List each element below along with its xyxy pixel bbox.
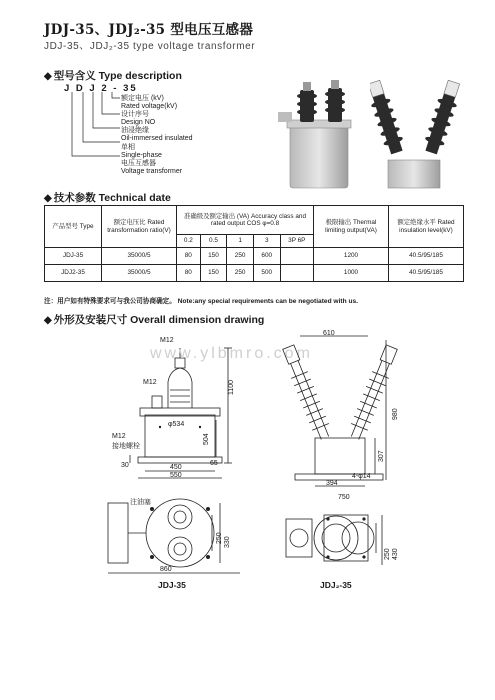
technical-data-heading bbox=[44, 190, 171, 205]
type-code: J D J 2 - 35 bbox=[64, 83, 138, 94]
cell-value: 150 bbox=[200, 248, 227, 265]
cell-value: 80 bbox=[177, 248, 201, 265]
dim-65: 65 bbox=[210, 460, 218, 467]
th-insulation: 额定绝缘水平 Rated insulation level(kV) bbox=[389, 206, 464, 248]
watermark: www.ylbmro.com bbox=[150, 345, 313, 362]
th-limit: 极限输出 Thermal limiting output(VA) bbox=[314, 206, 389, 248]
cell-value: 250 bbox=[227, 265, 254, 282]
dim-250b: 250 bbox=[384, 548, 391, 560]
th-type: 产品型号 Type bbox=[45, 206, 102, 248]
dim-504: 504 bbox=[203, 433, 210, 445]
dim-610: 610 bbox=[323, 330, 335, 337]
drawing-heading bbox=[44, 312, 264, 327]
page-subtitle: JDJ-35、JDJ₂-35 type voltage transformer bbox=[44, 41, 256, 52]
cell-value: 500 bbox=[253, 265, 280, 282]
dim-m12-top: M12 bbox=[160, 337, 174, 344]
diamond-icon: ◆ bbox=[44, 71, 52, 82]
type-label-0: 额定电压 (kV) bbox=[121, 95, 164, 102]
dim-1100: 1100 bbox=[228, 379, 235, 395]
cell-limit: 1000 bbox=[314, 265, 389, 282]
dim-m12-bushing: M12 bbox=[143, 379, 157, 386]
technical-data-table bbox=[44, 205, 464, 282]
type-code-leader-lines bbox=[60, 92, 120, 172]
drawing-jdj2-35-plan bbox=[280, 505, 400, 585]
cell-value: 150 bbox=[200, 265, 227, 282]
cell-value bbox=[280, 265, 313, 282]
dim-980: 980 bbox=[392, 408, 399, 420]
type-description-heading-text: 型号含义 Type description bbox=[53, 70, 182, 82]
drawing-jdj2-35-elevation bbox=[280, 330, 400, 495]
cell-ratio: 35000/5 bbox=[102, 265, 177, 282]
cell-value: 600 bbox=[253, 248, 280, 265]
type-label-8: 电压互感器 bbox=[121, 160, 156, 167]
dim-394: 394 bbox=[326, 480, 338, 487]
dim-307: 307 bbox=[378, 450, 385, 462]
dim-250a: 250 bbox=[216, 532, 223, 544]
th-class: 0.2 bbox=[177, 235, 201, 248]
cell-type: JDJ2-35 bbox=[45, 265, 102, 282]
dim-330: 330 bbox=[224, 536, 231, 548]
cell-value: 80 bbox=[177, 265, 201, 282]
th-class: 1 bbox=[227, 235, 254, 248]
dim-m12-side: M12 bbox=[112, 433, 126, 440]
cell-insulation: 40.5/95/185 bbox=[389, 248, 464, 265]
dim-450: 450 bbox=[170, 464, 182, 471]
th-accuracy: 准确级及额定输出 (VA) Accuracy class and rated output COS φ=0.8 bbox=[177, 206, 314, 235]
photo-jdj-35 bbox=[272, 68, 367, 193]
table-note: 注：用户如有特殊要求可与我公司协商确定。 Note:any special requirements can be negotiated with us. bbox=[44, 298, 358, 305]
cell-insulation: 40.5/95/185 bbox=[389, 265, 464, 282]
th-class: 3 bbox=[253, 235, 280, 248]
th-ratio: 额定电压比 Rated transformation ratio(V) bbox=[102, 206, 177, 248]
caption-jdj-35: JDJ-35 bbox=[158, 580, 186, 590]
cell-value: 250 bbox=[227, 248, 254, 265]
dim-m12-ground-text: 接地螺栓 bbox=[112, 443, 140, 450]
diamond-icon: ◆ bbox=[44, 193, 52, 204]
page-title: JDJ-35、JDJ₂-35 型电压互感器 bbox=[44, 22, 254, 38]
dim-hole: 4-φ14 bbox=[352, 473, 371, 480]
type-label-9: Voltage transformer bbox=[121, 168, 183, 175]
type-label-1: Rated voltage(kV) bbox=[121, 103, 178, 110]
type-label-6: 单相 bbox=[121, 144, 135, 151]
type-label-3: Design NO bbox=[121, 119, 156, 126]
type-description-heading bbox=[44, 68, 182, 83]
th-class: 0.5 bbox=[200, 235, 227, 248]
table-row bbox=[45, 248, 464, 265]
photo-jdj2-35 bbox=[370, 68, 460, 193]
type-label-2: 设计序号 bbox=[121, 111, 149, 118]
type-label-7: Single-phase bbox=[121, 152, 162, 159]
dim-phi534: φ534 bbox=[168, 421, 185, 428]
cell-type: JDJ-35 bbox=[45, 248, 102, 265]
table-row bbox=[45, 265, 464, 282]
dim-860: 860 bbox=[160, 566, 172, 573]
diamond-icon: ◆ bbox=[44, 315, 52, 326]
dim-430: 430 bbox=[392, 548, 399, 560]
oil-plug-label: 注油塞 bbox=[130, 499, 151, 506]
dim-750: 750 bbox=[338, 494, 350, 501]
dim-30: 30 bbox=[121, 462, 129, 469]
type-label-5: Oil-immersed insulated bbox=[121, 135, 193, 142]
type-label-4: 油浸绝缘 bbox=[121, 127, 149, 134]
th-class: 3P 6P bbox=[280, 235, 313, 248]
cell-limit: 1200 bbox=[314, 248, 389, 265]
technical-data-heading-text: 技术参数 Technical date bbox=[53, 192, 171, 204]
drawing-heading-text: 外形及安装尺寸 Overall dimension drawing bbox=[53, 314, 265, 326]
caption-jdj2-35: JDJ₂-35 bbox=[320, 580, 352, 590]
dim-550: 550 bbox=[170, 472, 182, 479]
cell-ratio: 35000/5 bbox=[102, 248, 177, 265]
cell-value bbox=[280, 248, 313, 265]
